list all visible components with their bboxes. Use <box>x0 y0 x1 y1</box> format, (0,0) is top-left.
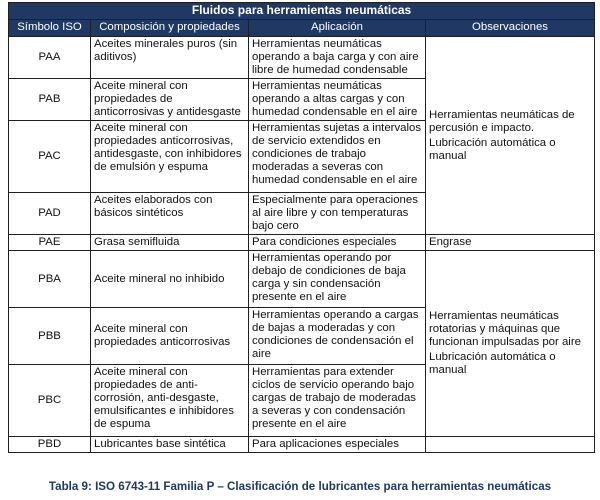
header-observations: Observaciones <box>426 20 595 37</box>
observation-text: Herramientas neumáticas de percusión e impacto. <box>429 108 575 134</box>
table-row-pbd <box>9 437 595 453</box>
symbol-cell: PBC <box>9 365 91 437</box>
composition-cell: Aceite mineral con propiedades de anticorrosivas y antidesgaste <box>91 79 249 121</box>
symbol-cell: PAA <box>9 37 91 79</box>
application-cell: Herramientas operando a cargas de bajas a moderadas y con condiciones de condensación el aire <box>249 308 426 365</box>
header-composition: Composición y propiedades <box>91 20 249 37</box>
header-application: Aplicación <box>249 20 426 37</box>
observations-cell-pb <box>426 251 595 437</box>
observations-cell-pbd <box>426 437 595 453</box>
composition-cell: Aceite mineral con propiedades anticorrosivas <box>91 308 249 365</box>
symbol-cell: PAD <box>9 193 91 235</box>
composition-cell: Aceite mineral con propiedades de anti-corrosión, anti-desgaste, emulsificantes e inhibidores de espuma <box>91 365 249 437</box>
application-cell: Herramientas sujetas a intervalos de servicio extendidos en condiciones de trabajo moderadas a severas con humedad condensable en el aire <box>249 121 426 193</box>
observations-cell-pae: Engrase <box>426 235 595 251</box>
table-title: Fluidos para herramientas neumáticas <box>9 3 595 20</box>
application-cell: Especialmente para operaciones al aire libre y con temperaturas bajo cero <box>249 193 426 235</box>
composition-cell: Aceite mineral no inhibido <box>91 251 249 308</box>
composition-cell: Aceites minerales puros (sin aditivos) <box>91 37 249 79</box>
symbol-cell: PAB <box>9 79 91 121</box>
observation-text: Lubricación automática o manual <box>429 136 556 162</box>
lubricant-table <box>8 2 595 453</box>
application-cell: Herramientas para extender ciclos de servicio operando bajo cargas de trabajo de moderadas a severas y con condensación presente en el aire <box>249 365 426 437</box>
application-cell: Para aplicaciones especiales <box>249 437 426 453</box>
composition-cell: Aceite mineral con propiedades anticorrosivas, antidesgaste, con inhibidores de emulsión y espuma <box>91 121 249 193</box>
symbol-cell: PBD <box>9 437 91 453</box>
observation-text: Lubricación automática o manual <box>429 351 556 376</box>
symbol-cell: PAE <box>9 235 91 251</box>
composition-cell: Grasa semifluida <box>91 235 249 251</box>
application-cell: Para condiciones especiales <box>249 235 426 251</box>
application-cell: Herramientas operando por debajo de condiciones de baja carga y sin condensación presente en el aire <box>249 251 426 308</box>
table-caption: Tabla 9: ISO 6743-11 Familia P – Clasificación de lubricantes para herramientas neumáticas <box>48 480 552 493</box>
table-row-pba <box>9 251 595 308</box>
application-cell: Herramientas neumáticas operando a altas cargas y con humedad condensable en el aire <box>249 79 426 121</box>
composition-cell: Aceites elaborados con básicos sintéticos <box>91 193 249 235</box>
symbol-cell: PBB <box>9 308 91 365</box>
observation-text: Herramientas neumáticas rotatorias y máquinas que funcionan impulsadas por aire <box>429 310 581 348</box>
observations-cell-pa <box>426 37 595 235</box>
table-row-pae <box>9 235 595 251</box>
lubricant-table-container <box>8 2 594 453</box>
application-cell: Herramientas neumáticas operando a baja carga y con aire libre de humedad condensable <box>249 37 426 79</box>
table-row-paa <box>9 37 595 79</box>
symbol-cell: PBA <box>9 251 91 308</box>
symbol-cell: PAC <box>9 121 91 193</box>
header-symbol: Símbolo ISO <box>9 20 91 37</box>
composition-cell: Lubricantes base sintética <box>91 437 249 453</box>
